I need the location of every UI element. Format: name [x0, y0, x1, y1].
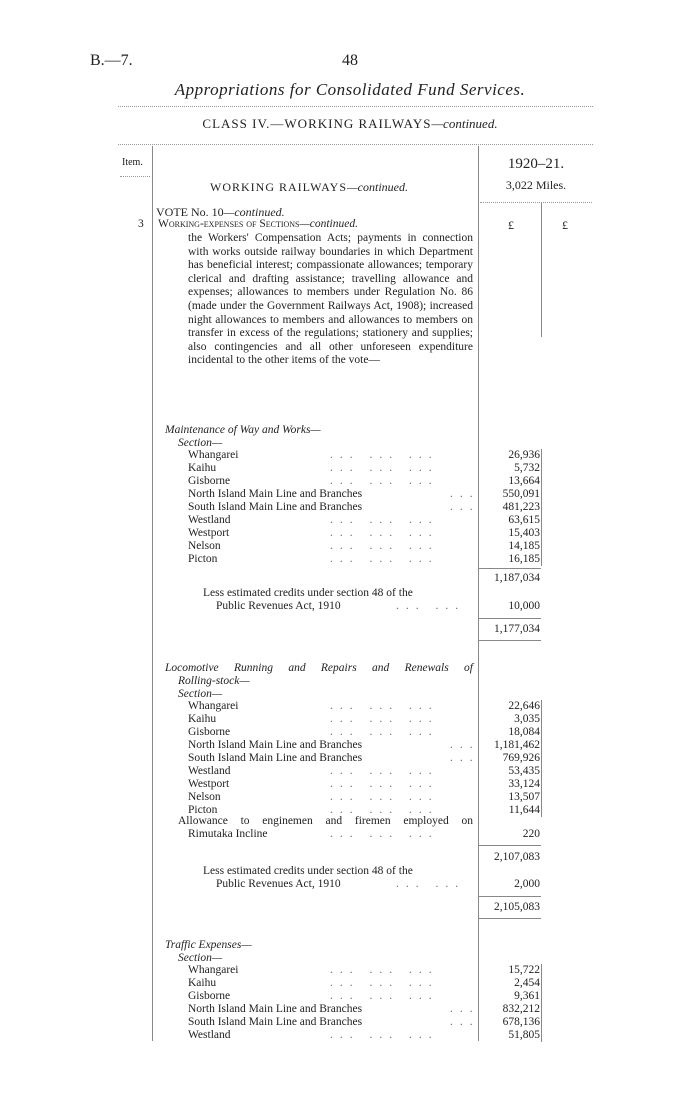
leader-dots: ... ... ...: [330, 449, 439, 461]
column-tick: [541, 739, 542, 752]
maintenance-subtotal-rule: [479, 568, 541, 569]
maintenance-row: [188, 475, 473, 488]
maintenance-subtotal: 1,187,034: [494, 572, 540, 584]
locomotive-total-rule: [479, 896, 541, 897]
locomotive-less-line2-row: [216, 878, 473, 891]
leader-dots: ... ...: [396, 878, 466, 890]
locomotive-row-value: 18,084: [508, 726, 540, 738]
traffic-row-name: South Island Main Line and Branches: [188, 1016, 363, 1028]
locomotive-row-name: Gisborne: [188, 726, 231, 738]
traffic-row-value: 51,805: [508, 1029, 540, 1041]
leader-dots: ...: [450, 1016, 480, 1028]
column-tick: [541, 553, 542, 566]
maintenance-row-name: Picton: [188, 553, 218, 565]
item-column-header: Item.: [122, 157, 143, 168]
column-tick: [541, 475, 542, 488]
traffic-row-name: Gisborne: [188, 990, 231, 1002]
item-column-rule: [152, 146, 153, 1041]
column-tick: [541, 791, 542, 804]
column-tick: [541, 488, 542, 501]
locomotive-allowance-line1: Allowance to enginemen and firemen employed on: [178, 815, 473, 827]
locomotive-row-name: Picton: [188, 804, 218, 816]
locomotive-row: [188, 752, 480, 765]
traffic-row: [188, 1003, 480, 1016]
class-heading: [0, 116, 700, 132]
traffic-row-value: 2,454: [514, 977, 540, 989]
section-title-main: WORKING RAILWAYS: [210, 180, 347, 194]
locomotive-row-value: 1,181,462: [494, 739, 540, 751]
locomotive-row-name: South Island Main Line and Branches: [188, 752, 363, 764]
traffic-row-value: 9,361: [514, 990, 540, 1002]
traffic-section-label: Section—: [178, 952, 223, 964]
traffic-row-name: Westland: [188, 1029, 231, 1041]
traffic-row-value: 832,212: [502, 1003, 540, 1015]
item-number: 3: [138, 218, 144, 230]
section-title-cont: —continued.: [347, 180, 408, 194]
leader-dots: ... ... ...: [330, 990, 439, 1002]
working-expenses-heading: [158, 218, 358, 230]
locomotive-subtotal-rule: [479, 845, 541, 846]
locomotive-row: [188, 778, 473, 791]
maintenance-row: [188, 553, 473, 566]
maintenance-row: [188, 540, 473, 553]
locomotive-row-value: 3,035: [514, 713, 540, 725]
traffic-row: [188, 1016, 480, 1029]
maintenance-total-bottom-rule: [479, 640, 541, 641]
maintenance-row-name: Westland: [188, 514, 231, 526]
document-reference: B.—7.: [90, 52, 133, 69]
leader-dots: ... ... ...: [330, 778, 439, 790]
leader-dots: ... ... ...: [330, 828, 439, 840]
column-tick: [541, 1003, 542, 1016]
maintenance-row-value: 26,936: [508, 449, 540, 461]
maintenance-row-name: Westport: [188, 527, 230, 539]
locomotive-row: [188, 791, 473, 804]
maintenance-row-value: 14,185: [508, 540, 540, 552]
vote-heading-cont: —continued.: [223, 205, 285, 219]
locomotive-row-value: 769,926: [502, 752, 540, 764]
traffic-row-value: 678,136: [502, 1016, 540, 1028]
maintenance-row-value: 13,664: [508, 475, 540, 487]
table-top-rule: [118, 144, 593, 145]
leader-dots: ... ... ...: [330, 726, 439, 738]
locomotive-allowance-value: 220: [522, 828, 540, 840]
pound-symbol-left: £: [508, 218, 514, 232]
leader-dots: ... ... ...: [330, 553, 439, 565]
maintenance-row: [188, 488, 480, 501]
locomotive-row-name: Whangarei: [188, 700, 239, 712]
column-tick: [541, 726, 542, 739]
column-tick: [541, 1016, 542, 1029]
traffic-row-name: Kaihu: [188, 977, 217, 989]
maintenance-row-value: 16,185: [508, 553, 540, 565]
title-divider: [118, 106, 593, 107]
leader-dots: ... ... ...: [330, 791, 439, 803]
column-tick: [541, 713, 542, 726]
leader-dots: ...: [450, 501, 480, 513]
leader-dots: ...: [450, 488, 480, 500]
maintenance-row-name: Whangarei: [188, 449, 239, 461]
traffic-row: [188, 964, 473, 977]
column-tick: [541, 501, 542, 514]
leader-dots: ...: [450, 739, 480, 751]
column-tick: [541, 540, 542, 553]
leader-dots: ... ... ...: [330, 527, 439, 539]
maintenance-row-value: 15,403: [508, 527, 540, 539]
locomotive-row: [188, 726, 473, 739]
working-expenses-cont: —continued.: [299, 218, 358, 230]
maintenance-row: [188, 449, 473, 462]
leader-dots: ... ... ...: [330, 700, 439, 712]
locomotive-less-value: 2,000: [514, 878, 540, 890]
maintenance-row-name: South Island Main Line and Branches: [188, 501, 363, 513]
maintenance-less-line2-row: [216, 600, 473, 613]
traffic-row-name: North Island Main Line and Branches: [188, 1003, 363, 1015]
traffic-row: [188, 1029, 473, 1042]
leader-dots: ... ... ...: [330, 462, 439, 474]
maintenance-heading: Maintenance of Way and Works—: [165, 424, 321, 436]
locomotive-row: [188, 713, 473, 726]
maintenance-row: [188, 501, 480, 514]
locomotive-less-line2: Public Revenues Act, 1910: [216, 878, 341, 890]
traffic-row: [188, 977, 473, 990]
pound-symbol-right: £: [562, 218, 568, 232]
page-number: 48: [342, 52, 358, 69]
maintenance-total: 1,177,034: [494, 623, 540, 635]
locomotive-total: 2,105,083: [494, 901, 540, 913]
miles-header: 3,022 Miles.: [505, 178, 567, 192]
column-tick: [541, 990, 542, 1003]
column-tick: [541, 1029, 542, 1042]
column-tick: [541, 527, 542, 540]
locomotive-row-name: Kaihu: [188, 713, 217, 725]
leader-dots: ...: [450, 752, 480, 764]
page-title: Appropriations for Consolidated Fund Services.: [174, 80, 526, 99]
leader-dots: ... ... ...: [330, 977, 439, 989]
column-tick: [541, 449, 542, 462]
leader-dots: ... ... ...: [330, 1029, 439, 1041]
leader-dots: ...: [450, 1003, 480, 1015]
leader-dots: ... ... ...: [330, 540, 439, 552]
item-header-rule: [120, 176, 150, 177]
vote-description: the Workers' Compensation Acts; payments in connection with works outside railway boundaries in which Department has beneficial interest; compassionate allowances; temporary clerical and drafting assistance; travelling allowance and expenses; allowances to members under Regulation No. 86 (made under the Government Railways Act, 1908); increased night allowances to members and allowances to members on transfer in excess of the regulations; stationery and supplies; also contingencies and all other unforeseen expenditure incidental to the other items of the vote—: [188, 232, 473, 367]
column-tick: [541, 765, 542, 778]
maintenance-less-line2: Public Revenues Act, 1910: [216, 600, 341, 612]
amount-split-rule: [541, 202, 542, 337]
locomotive-total-bottom-rule: [479, 918, 541, 919]
maintenance-row-name: Nelson: [188, 540, 221, 552]
vote-heading-main: VOTE No. 10: [156, 205, 224, 219]
locomotive-row-value: 11,644: [508, 804, 540, 816]
locomotive-row-name: Nelson: [188, 791, 221, 803]
leader-dots: ... ... ...: [330, 514, 439, 526]
leader-dots: ... ... ...: [330, 765, 439, 777]
maintenance-row: [188, 527, 473, 540]
traffic-heading: Traffic Expenses—: [165, 939, 252, 951]
locomotive-subtotal: 2,107,083: [494, 851, 540, 863]
locomotive-allowance-line2: Rimutaka Incline: [188, 828, 268, 840]
section-title: [210, 180, 408, 195]
leader-dots: ... ... ...: [330, 475, 439, 487]
locomotive-row-value: 53,435: [508, 765, 540, 777]
maintenance-row: [188, 514, 473, 527]
locomotive-heading-line2: Rolling-stock—: [178, 675, 250, 687]
column-tick: [541, 700, 542, 713]
maintenance-row-value: 63,615: [508, 514, 540, 526]
year-header: 1920–21.: [507, 156, 565, 172]
leader-dots: ... ...: [396, 600, 466, 612]
class-heading-cont: —continued.: [431, 116, 498, 131]
leader-dots: ... ... ...: [330, 964, 439, 976]
leader-dots: ... ... ...: [330, 804, 439, 816]
column-tick: [541, 514, 542, 527]
year-header-rule: [480, 202, 592, 203]
maintenance-row-value: 481,223: [502, 501, 540, 513]
maintenance-row: [188, 462, 473, 475]
locomotive-less-line1: Less estimated credits under section 48 of the: [203, 865, 413, 877]
column-tick: [541, 462, 542, 475]
locomotive-row-value: 13,507: [508, 791, 540, 803]
locomotive-row: [188, 739, 480, 752]
locomotive-row-name: North Island Main Line and Branches: [188, 739, 363, 751]
locomotive-row-value: 22,646: [508, 700, 540, 712]
locomotive-allowance-line2-row: [188, 828, 473, 841]
locomotive-row: [188, 700, 473, 713]
locomotive-row-name: Westland: [188, 765, 231, 777]
locomotive-section-label: Section—: [178, 688, 223, 700]
locomotive-row-value: 33,124: [508, 778, 540, 790]
column-tick: [541, 977, 542, 990]
maintenance-row-name: North Island Main Line and Branches: [188, 488, 363, 500]
column-tick: [541, 752, 542, 765]
locomotive-row: [188, 765, 473, 778]
locomotive-heading-line1: Locomotive Running and Repairs and Renewals of: [165, 662, 473, 674]
maintenance-row-value: 5,732: [514, 462, 540, 474]
working-expenses-main: Working-expenses of Sections: [158, 218, 300, 230]
maintenance-section-label: Section—: [178, 437, 223, 449]
traffic-row: [188, 990, 473, 1003]
maintenance-less-line1: Less estimated credits under section 48 of the: [203, 587, 413, 599]
maintenance-total-rule: [479, 618, 541, 619]
class-heading-main: CLASS IV.—WORKING RAILWAYS: [202, 116, 432, 131]
traffic-row-name: Whangarei: [188, 964, 239, 976]
column-tick: [541, 778, 542, 791]
maintenance-row-value: 550,091: [502, 488, 540, 500]
locomotive-row-name: Westport: [188, 778, 230, 790]
maintenance-row-name: Kaihu: [188, 462, 217, 474]
column-tick: [541, 804, 542, 817]
maintenance-less-value: 10,000: [508, 600, 540, 612]
maintenance-row-name: Gisborne: [188, 475, 231, 487]
traffic-row-value: 15,722: [508, 964, 540, 976]
column-tick: [541, 964, 542, 977]
leader-dots: ... ... ...: [330, 713, 439, 725]
